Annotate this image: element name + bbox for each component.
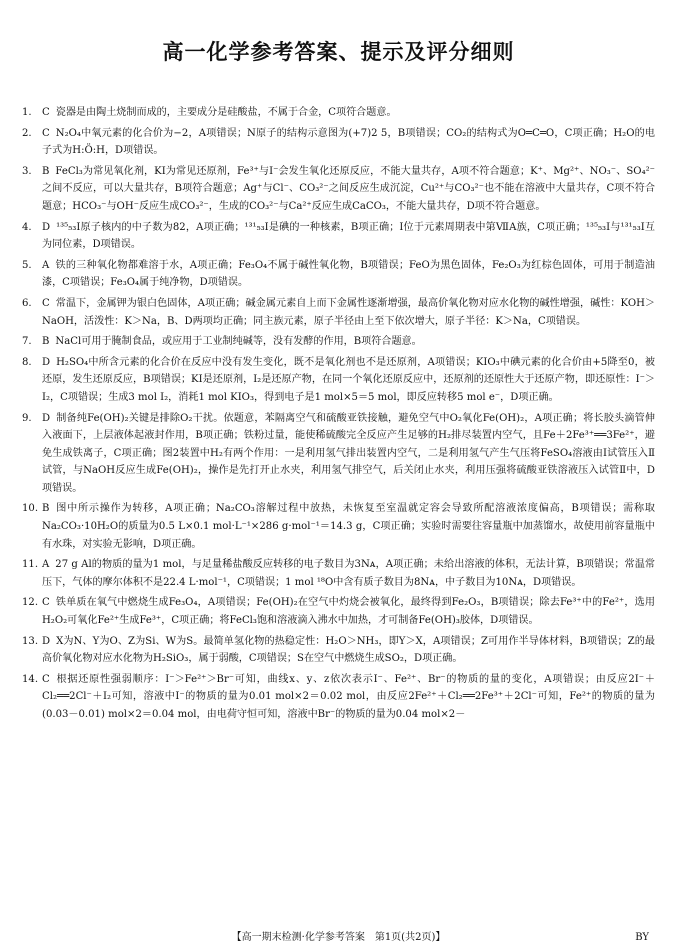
item-answer: C xyxy=(42,127,50,139)
item-explanation: 瓷器是由陶土烧制而成的，主要成分是硅酸盐，不属于合金，C项符合题意。 xyxy=(55,107,397,118)
item-answer: D xyxy=(42,356,51,368)
item-explanation: 制备纯Fe(OH)₂关键是排除O₂干扰。依题意，苯隔离空气和硫酸亚铁接触，避免空气中O₂氧化Fe(OH)₂，A项正确；将长胶头滴管伸入液面下，上层液体起液封作用，B项正确；铁粉过量，能使稀硫酸完全反应产生足够的H₂排尽装置内空气，且Fe＋2Fe³⁺══3Fe²⁺，避免生成铁离子，C项正确；图2装置中H₂有两个作用：一是利用氢气排出装置内空气，二是利用氢气产生气压将FeSO₄溶液由Ⅰ试管压入Ⅱ试管，与NaOH反应生成Fe(OH)₂，操作是先打开止水夹，利用氢气排空气，后关闭止水夹，利用压强将硫酸亚铁溶液压入试管Ⅱ中，D项错误。 xyxy=(42,412,655,494)
item-explanation: FeCl₃为常见氧化剂，KI为常见还原剂，Fe³⁺与I⁻会发生氧化还原反应，不能大量共存，A项不符合题意；K⁺、Mg²⁺、NO₃⁻、SO₄²⁻之间不反应，可以大量共存，B项符合题意；Ag⁺与Cl⁻、CO₃²⁻之间反应生成沉淀，Cu²⁺与CO₃²⁻也不能在溶液中大量共存，C项不符合题意；HCO₃⁻与OH⁻反应生成CO₃²⁻，生成的CO₃²⁻与Ca²⁺反应生成CaCO₃，不能大量共存，D项不符合题意。 xyxy=(42,165,655,212)
item-answer: D xyxy=(42,412,51,424)
item-explanation: 常温下，金属钾为银白色固体，A项正确；碱金属元素自上而下金属性逐渐增强，最高价氧化物对应水化物的碱性增强，碱性：KOH＞NaOH，活泼性：K＞Na，B、D两项均正确；同主族元素，原子半径由上至下依次增大，原子半径：K＞Na，C项错误。 xyxy=(42,297,655,327)
item-answer: D xyxy=(42,635,51,647)
item-number: 2. xyxy=(22,127,32,139)
item-explanation: 图中所示操作为转移，A项正确；Na₂CO₃溶解过程中放热，未恢复至室温就定容会导致所配溶液浓度偏高，B项错误；需称取Na₂CO₃·10H₂O的质量为0.5 L×0.1 mol·L⁻¹×286 g·mol⁻¹＝14.3 g，C项正确；实验时需要往容量瓶中加蒸馏水，故使用前容量瓶中有水珠，对实验无影响，D项正确。 xyxy=(42,503,655,550)
page-footer xyxy=(0,928,677,943)
item-explanation: ¹³⁵₅₃I原子核内的中子数为82，A项正确；¹³¹₅₃I是碘的一种核素，B项正确；I位于元素周期表中第ⅦA族，C项正确；¹³⁵₅₃I与¹³¹₅₃I互为同位素，D项错误。 xyxy=(42,221,655,251)
answer-item xyxy=(22,556,655,591)
item-number: 9. xyxy=(22,412,32,424)
item-explanation: 根据还原性强弱顺序：I⁻＞Fe²⁺＞Br⁻可知，曲线x、y、z依次表示I⁻、Fe²⁺、Br⁻的物质的量的变化，A项错误；由反应2I⁻＋Cl₂══2Cl⁻＋I₂可知，溶液中I⁻的物质的量为0.01 mol×2＝0.02 mol，由反应2Fe²⁺＋Cl₂══2Fe³⁺＋2Cl⁻可知，Fe²⁺的物质的量为(0.03－0.01) mol×2＝0.04 mol，由电荷守恒可知，溶液中Br⁻的物质的量为0.04 mol×2－ xyxy=(42,673,655,720)
item-explanation: H₂SO₄中所含元素的化合价在反应中没有发生变化，既不是氧化剂也不是还原剂，A项错误；KIO₃中碘元素的化合价由+5降至0，被还原，发生还原反应，B项错误；KI是还原剂，I₂是还原产物，在同一个氧化还原反应中，还原剂的还原性大于还原产物，即还原性：I⁻＞I₂，C项错误；生成3 mol I₂，消耗1 mol KIO₃，得到电子是1 mol×5＝5 mol，即反应转移5 mol e⁻，D项正确。 xyxy=(42,356,655,403)
item-number: 7. xyxy=(22,336,32,348)
answer-item xyxy=(22,594,655,629)
answer-item xyxy=(22,257,655,292)
answer-item xyxy=(22,671,655,724)
item-explanation: NaCl可用于腌制食品，或应用于工业制纯碱等，没有发酵的作用，B项符合题意。 xyxy=(55,336,422,348)
item-number: 3. xyxy=(22,165,32,177)
item-answer: B xyxy=(42,503,50,515)
answer-list xyxy=(22,104,655,724)
answer-item xyxy=(22,410,655,498)
item-number: 13. xyxy=(22,635,39,647)
answer-item xyxy=(22,354,655,407)
answer-item xyxy=(22,125,655,160)
answer-item xyxy=(22,295,655,330)
item-number: 10. xyxy=(22,503,39,515)
item-number: 12. xyxy=(22,597,39,609)
item-number: 6. xyxy=(22,297,32,309)
item-number: 5. xyxy=(22,259,32,271)
item-answer: B xyxy=(42,336,50,348)
item-answer: C xyxy=(42,297,50,309)
page-title: 高一化学参考答案、提示及评分细则 xyxy=(162,40,515,64)
footer-text: 【高一期末检测·化学参考答案 第1页(共2页)】 xyxy=(231,932,446,943)
item-explanation: X为N、Y为O、Z为Si、W为S。最简单氢化物的热稳定性：H₂O＞NH₃，即Y＞X，A项错误；Z可用作半导体材料，B项错误；Z的最高价氧化物对应水化物为H₂SiO₃，属于弱酸，C项错误；S在空气中燃烧生成SO₂，D项正确。 xyxy=(42,635,655,665)
answer-item xyxy=(22,104,655,122)
item-answer: C xyxy=(42,673,50,685)
answer-item xyxy=(22,633,655,668)
item-explanation: 铁单质在氧气中燃烧生成Fe₃O₄，A项错误；Fe(OH)₂在空气中灼烧会被氧化，最终得到Fe₂O₃，B项错误；除去Fe³⁺中的Fe²⁺，选用H₂O₂可氧化Fe²⁺生成Fe³⁺，C项正确；将FeCl₃饱和溶液滴入沸水中加热，才可制备Fe(OH)₃胶体，D项错误。 xyxy=(42,597,655,627)
item-explanation: 铁的三种氧化物都难溶于水，A项正确；Fe₃O₄不属于碱性氧化物，B项错误；FeO为黑色固体，Fe₂O₃为红棕色固体，可用于制造油漆，C项错误；Fe₃O₄属于纯净物，D项错误。 xyxy=(42,259,655,289)
answer-item xyxy=(22,333,655,351)
answer-item xyxy=(22,163,655,216)
item-number: 4. xyxy=(22,221,32,233)
item-answer: D xyxy=(42,221,51,233)
item-answer: C xyxy=(42,597,50,609)
footer-tag: BY xyxy=(635,932,649,943)
item-answer: B xyxy=(42,165,50,177)
item-answer: A xyxy=(42,259,50,271)
item-answer: A xyxy=(42,559,50,571)
item-number: 8. xyxy=(22,356,32,368)
item-number: 11. xyxy=(22,559,39,571)
item-explanation: N₂O₄中氧元素的化合价为−2，A项错误；N原子的结构示意图为(+7)2 5，B项错误；CO₂的结构式为O═C═O，C项正确；H₂O的电子式为H:Ö:H，D项错误。 xyxy=(42,127,655,157)
answer-item xyxy=(22,219,655,254)
item-explanation: 27 g Al的物质的量为1 mol，与足量稀盐酸反应转移的电子数目为3Nᴀ，A项正确；未给出溶液的体积，无法计算，B项错误；常温常压下，气体的摩尔体积不是22.4 L·mol⁻¹，C项错误；1 mol ¹⁸O中含有质子数目为8Nᴀ，中子数目为10Nᴀ，D项错误。 xyxy=(42,559,655,588)
answer-item xyxy=(22,500,655,553)
item-number: 14. xyxy=(22,673,39,685)
item-answer: C xyxy=(42,107,50,118)
item-number: 1. xyxy=(22,107,32,118)
